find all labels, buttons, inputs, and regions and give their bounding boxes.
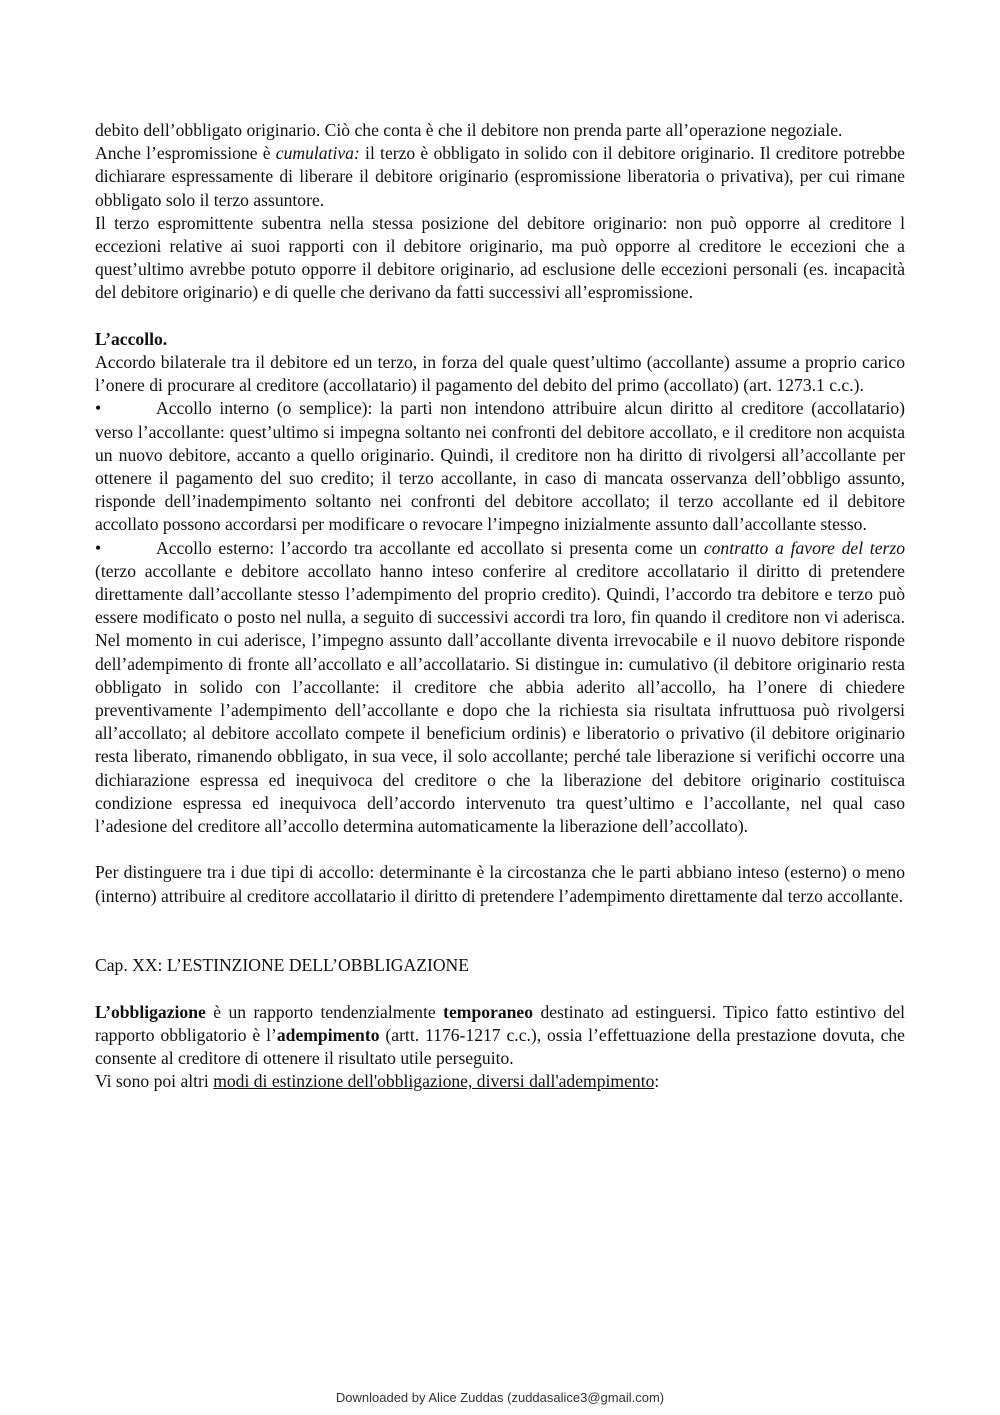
chapter-title: Cap. XX: L’ESTINZIONE DELL’OBBLIGAZIONE xyxy=(95,955,469,976)
paragraph-obbligazione: L’obbligazione è un rapporto tendenzialmente temporaneo destinato ad estinguersi. Tipico fatto estintivo del rapporto obbligatorio è l’adempimento (artt. 1176-1217 c.c.), ossia l’effettuazione della prestazione dovuta, che consente al creditore di ottenere il risultato utile perseguito. xyxy=(95,1001,905,1069)
bullet-marker: • xyxy=(95,537,102,558)
bullet-marker: • xyxy=(95,398,102,419)
download-footer: Downloaded by Alice Zuddas (zuddasalice3@gmail.com) xyxy=(335,1390,665,1405)
underlined-modi-estinzione: modi di estinzione dell'obbligazione, diversi dall'adempimento xyxy=(213,1071,655,1092)
term-cumulativa: cumulativa: xyxy=(275,143,360,164)
paragraph-terzo-espromittente: Il terzo espromittente subentra nella stessa posizione del debitore originario: non può opporre al creditore l eccezioni relative ai suoi rapporti con il debitore originario, ma può opporre al creditore le eccezioni che a quest’ultimo avrebbe potuto opporre il debitore originario, ad esclusione delle eccezioni personali (es. incapacità del debitore originario) e di quelle che derivano da fatti successivi all’espromissione. xyxy=(95,212,905,303)
bullet-accollo-interno: • Accollo interno (o semplice): la parti non intendono attribuire alcun diritto al creditore (accollatario) verso l’accollante: quest’ultimo si impegna soltanto nei confronti del debitore accollato, e il creditore non acquista un nuovo debitore, accanto a quello originario. Quindi, il creditore non ha diritto di rivolgersi all’accollante per ottenere il pagamento del suo credito; il terzo accollante, in caso di mancata osservanza dell’obbligo assunto, risponde dell’inadempimento soltanto nei confronti del debitore accollato; il terzo accollante ed il debitore accollato possono accordarsi per modificare o revocare l’impegno inizialmente assunto dall’accollante stesso. xyxy=(95,398,905,535)
spacer xyxy=(95,838,905,861)
term-contratto-a-favore: contratto a favore del terzo xyxy=(703,537,905,558)
spacer xyxy=(95,977,905,1000)
paragraph-altri-modi: Vi sono poi altri modi di estinzione dell'obbligazione, diversi dall'adempimento: xyxy=(95,1071,660,1092)
bullet-accollo-esterno: • Accollo esterno: l’accordo tra accollante ed accollato si presenta come un contratto a favore del terzo (terzo accollante e debitore accollato hanno inteso conferire al creditore accollatario il diritto di pretendere direttamente dall’accollante stesso l’adempimento del proprio credito). Quindi, l’accordo tra debitore e terzo può essere modificato o posto nel nulla, a seguito di successivi accordi tra loro, fin quando il creditore non vi aderisca. Nel momento in cui aderisce, l’impegno assunto dall’accollante diventa irrevocabile e il nuovo debitore risponde dell’adempimento di fronte all’accollato e all’accollatario. Si distingue in: cumulativo (il debitore originario resta obbligato in solido con l’accollante: il creditore che abbia aderito all’accollo, ha l’onere di chiedere preventivamente l’adempimento dell’accollante e dopo che la richiesta sia risultata infruttuosa può rivolgersi all’accollato; al debitore accollato compete il beneficium ordinis) e liberatorio o privativo (il debitore originario resta liberato, rimanendo obbligato, in sua vece, il solo accollante; perché tale liberazione si verifichi occorre una dichiarazione espressa ed inequivoca del creditore o che la liberazione del debitore originario costituisca condizione espressa ed inequivoca dell’accordo intervenuto tra quest’ultimo e l’accollante, nel qual caso l’adesione del creditore all’accollo determina automaticamente la liberazione dell’accollato). xyxy=(95,537,905,837)
paragraph-accollo-definition: Accordo bilaterale tra il debitore ed un terzo, in forza del quale quest’ultimo (accollante) assume a proprio carico l’onere di procurare al creditore (accollatario) il pagamento del debito del primo (accollato) (art. 1273.1 c.c.). xyxy=(95,352,905,396)
paragraph-espromissione-end: debito dell’obbligato originario. Ciò che conta è che il debitore non prenda parte all’operazione negoziale. xyxy=(95,120,843,140)
paragraph-distinguere-accollo: Per distinguere tra i due tipi di accollo: determinante è la circostanza che le parti abbiano inteso (esterno) o meno (interno) attribuire al creditore accollatario il diritto di pretendere l’adempimento direttamente dal terzo accollante. xyxy=(95,862,905,906)
heading-accollo: L’accollo. xyxy=(95,328,168,349)
document-body xyxy=(95,119,905,1093)
paragraph-espromissione-cumulativa: Anche l’espromissione è cumulativa: il terzo è obbligato in solido con il debitore originario. Il creditore potrebbe dichiarare espressamente di liberare il debitore originario (espromissione liberatoria o privativa), per cui rimane obbligato solo il terzo assuntore. xyxy=(95,143,905,210)
spacer xyxy=(95,908,905,954)
spacer xyxy=(95,305,905,328)
